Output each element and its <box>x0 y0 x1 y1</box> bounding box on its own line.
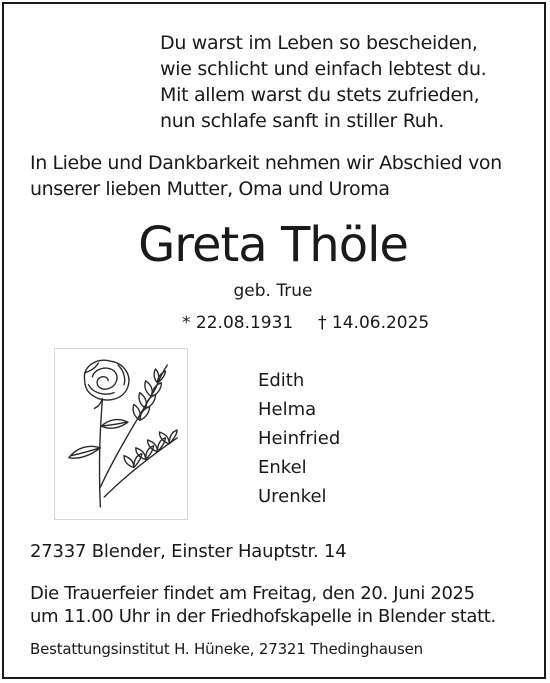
mourners-list <box>258 366 340 511</box>
death-date: † 14.06.2025 <box>318 313 430 333</box>
rose-icon <box>55 349 187 519</box>
mourner-name: Urenkel <box>258 486 327 507</box>
intro-line: In Liebe und Dankbarkeit nehmen wir Abschied von <box>30 152 502 174</box>
funeral-notice <box>30 582 496 628</box>
mourner-name: Helma <box>258 399 317 420</box>
poem <box>160 30 486 134</box>
poem-line: Mit allem warst du stets zufrieden, <box>160 84 480 106</box>
maiden-name: geb. True <box>233 281 313 301</box>
intro-line: unserer lieben Mutter, Oma und Uroma <box>30 178 390 200</box>
rose-wheat-illustration <box>54 348 188 520</box>
mourner-name: Enkel <box>258 457 307 478</box>
mourner-name: Heinfried <box>258 428 341 449</box>
birth-date: * 22.08.1931 <box>182 313 294 333</box>
funeral-line: Die Trauerfeier findet am Freitag, den 20. Juni 2025 <box>30 583 475 604</box>
poem-line: nun schlafe sanft in stiller Ruh. <box>160 110 444 132</box>
deceased-name: Greta Thöle <box>138 217 408 273</box>
family-address: 27337 Blender, Einster Hauptstr. 14 <box>30 541 347 562</box>
poem-line: wie schlicht und einfach lebtest du. <box>160 58 487 80</box>
intro-text <box>30 150 502 202</box>
poem-line: Du warst im Leben so bescheiden, <box>160 32 478 54</box>
funeral-home: Bestattungsinstitut H. Hüneke, 27321 Thedinghausen <box>30 640 423 658</box>
mourner-name: Edith <box>258 370 305 391</box>
funeral-line: um 11.00 Uhr in der Friedhofskapelle in Blender statt. <box>30 606 496 627</box>
